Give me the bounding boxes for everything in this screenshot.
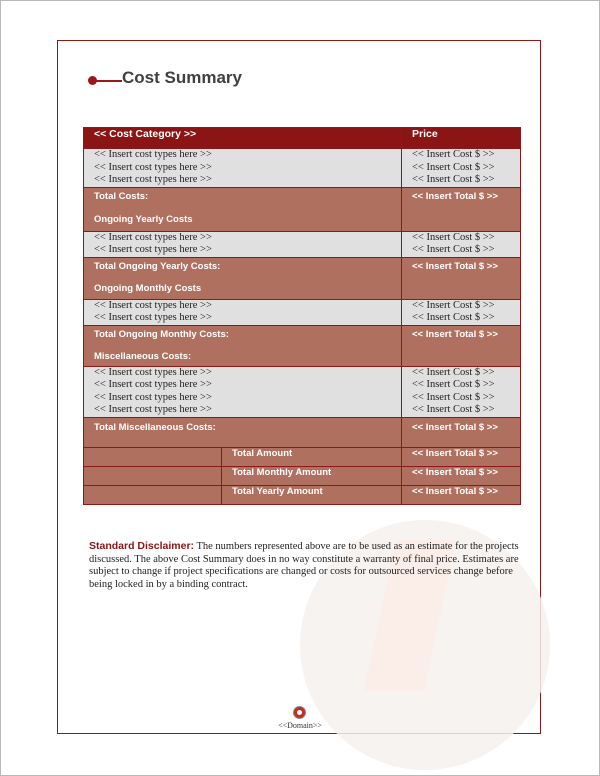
domain-logo-icon — [293, 706, 306, 719]
summary-spacer — [84, 447, 222, 466]
cost-type-item: << Insert cost types here >> — [94, 299, 212, 311]
summary-row — [84, 485, 521, 504]
bullet-line — [96, 80, 122, 82]
total-label: Total Ongoing Yearly Costs: — [94, 260, 221, 272]
summary-spacer — [84, 466, 222, 485]
header-price: Price — [402, 128, 521, 149]
cost-type-item: << Insert cost types here >> — [94, 244, 212, 255]
summary-label: Total Yearly Amount — [222, 485, 402, 504]
summary-value: << Insert Total $ >> — [402, 447, 521, 466]
header-category: << Cost Category >> — [84, 128, 402, 149]
summary-label: Total Amount — [222, 447, 402, 466]
summary-label: Total Monthly Amount — [222, 466, 402, 485]
cost-price-item: << Insert Cost $ >> — [412, 404, 495, 415]
page-title: Cost Summary — [122, 68, 242, 87]
cost-type-item: << Insert cost types here >> — [94, 161, 212, 173]
summary-spacer — [84, 485, 222, 504]
cost-type-item: << Insert cost types here >> — [94, 231, 212, 243]
total-label: Total Ongoing Monthly Costs: — [94, 328, 229, 340]
summary-value: << Insert Total $ >> — [402, 485, 521, 504]
cost-prices-cell — [402, 149, 521, 188]
section-heading: Ongoing Yearly Costs — [94, 213, 193, 225]
cost-price-item: << Insert Cost $ >> — [412, 149, 495, 160]
total-row — [84, 325, 521, 366]
total-value: << Insert Total $ >> — [402, 417, 521, 447]
total-label-cell — [84, 187, 402, 231]
table-row — [84, 299, 521, 325]
cost-price-item: << Insert Cost $ >> — [412, 231, 495, 243]
table-row — [84, 231, 521, 257]
cost-prices-cell — [402, 299, 521, 325]
disclaimer — [89, 540, 519, 591]
total-value: << Insert Total $ >> — [402, 257, 521, 299]
cost-price-item: << Insert Cost $ >> — [412, 379, 495, 390]
table-row — [84, 366, 521, 417]
cost-types-cell — [84, 299, 402, 325]
table-row — [84, 149, 521, 188]
cost-type-item: << Insert cost types here >> — [94, 312, 212, 323]
total-value: << Insert Total $ >> — [402, 325, 521, 366]
cost-types-cell — [84, 231, 402, 257]
cost-type-item: << Insert cost types here >> — [94, 391, 212, 403]
total-label-cell — [84, 325, 402, 366]
cost-price-item: << Insert Cost $ >> — [412, 391, 495, 403]
cost-table — [83, 127, 521, 505]
total-value: << Insert Total $ >> — [402, 187, 521, 231]
cost-price-item: << Insert Cost $ >> — [412, 366, 495, 378]
total-row — [84, 257, 521, 299]
cost-types-cell — [84, 149, 402, 188]
disclaimer-text: The numbers represented above are to be used as an estimate for the projects discussed. The above Cost Summary does in no way constitute a warranty of final price. Estimates are subject to change if project specifications are changed or costs for outsourced services change before being locked in by a binding contract. — [89, 541, 519, 590]
cost-type-item: << Insert cost types here >> — [94, 366, 212, 378]
total-row — [84, 417, 521, 447]
cost-prices-cell — [402, 366, 521, 417]
cost-type-item: << Insert cost types here >> — [94, 149, 212, 160]
cost-type-item: << Insert cost types here >> — [94, 379, 212, 390]
cost-type-item: << Insert cost types here >> — [94, 404, 212, 415]
total-label-cell — [84, 257, 402, 299]
cost-price-item: << Insert Cost $ >> — [412, 312, 495, 323]
cost-types-cell — [84, 366, 402, 417]
section-heading: Ongoing Monthly Costs — [94, 282, 202, 294]
cost-type-item: << Insert cost types here >> — [94, 174, 212, 185]
cost-price-item: << Insert Cost $ >> — [412, 244, 495, 255]
summary-value: << Insert Total $ >> — [402, 466, 521, 485]
logo-highlight — [297, 710, 302, 715]
total-row — [84, 187, 521, 231]
footer-domain: <<Domain>> — [278, 721, 322, 730]
section-heading: Miscellaneous Costs: — [94, 350, 192, 362]
summary-row — [84, 466, 521, 485]
table-header-row — [84, 128, 521, 149]
disclaimer-label: Standard Disclaimer: — [89, 540, 195, 552]
cost-prices-cell — [402, 231, 521, 257]
cost-price-item: << Insert Cost $ >> — [412, 161, 495, 173]
cost-price-item: << Insert Cost $ >> — [412, 174, 495, 185]
summary-row — [84, 447, 521, 466]
cost-price-item: << Insert Cost $ >> — [412, 299, 495, 311]
total-label: Total Costs: — [94, 190, 149, 202]
total-label: Total Miscellaneous Costs: — [84, 417, 402, 447]
